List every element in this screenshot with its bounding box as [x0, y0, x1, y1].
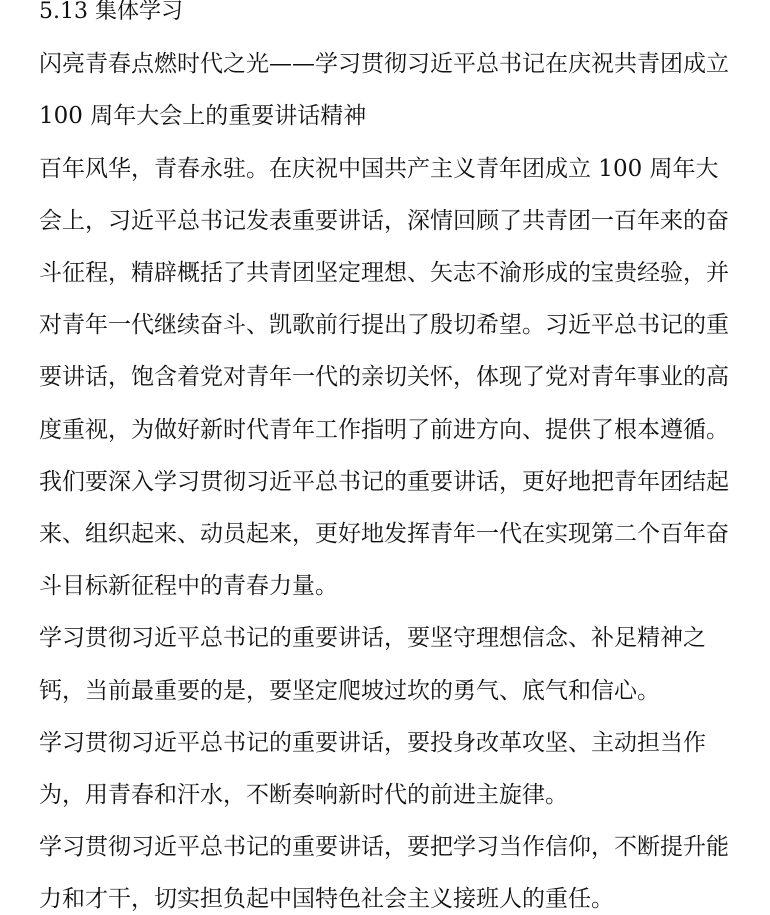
paragraph-2: 学习贯彻习近平总书记的重要讲话，要坚守理想信念、补足精神之钙，当前最重要的是，要坚定爬坡过坎的勇气、底气和信心。 — [39, 625, 706, 704]
paragraph-3: 学习贯彻习近平总书记的重要讲话，要投身改革攻坚、主动担当作为，用青春和汗水，不断奏响新时代的前进主旋律。 — [39, 729, 706, 809]
paragraph-1: 百年风华，青春永驻。在庆祝中国共产主义青年团成立 100 周年大会上，习近平总书记发表重要讲话，深情回顾了共青团一百年来的奋斗征程，精辟概括了共青团坚定理想、矢志不渝形成的宝贵经验，并对青年一代继续奋斗、凯歌前行提出了殷切希望。习近平总书记的重要讲话，饱含着党对青年一代的亲切关怀，体现了党对青年事业的高度重视，为做好新时代青年工作指明了前进方向、提供了根本遵循。我们要深入学习贯彻习近平总书记的重要讲话，更好地把青年团结起来、组织起来、动员起来，更好地发挥青年一代在实现第二个百年奋斗目标新征程中的青春力量。 — [39, 155, 729, 600]
section-heading: 5.13 集体学习 — [39, 0, 183, 24]
article-title: 闪亮青春点燃时代之光——学习贯彻习近平总书记在庆祝共青团成立 100 周年大会上的重要讲话精神 — [39, 51, 729, 130]
paragraph-4: 学习贯彻习近平总书记的重要讲话，要把学习当作信仰，不断提升能力和才干，切实担负起中国特色社会主义接班人的重任。 — [39, 834, 729, 913]
